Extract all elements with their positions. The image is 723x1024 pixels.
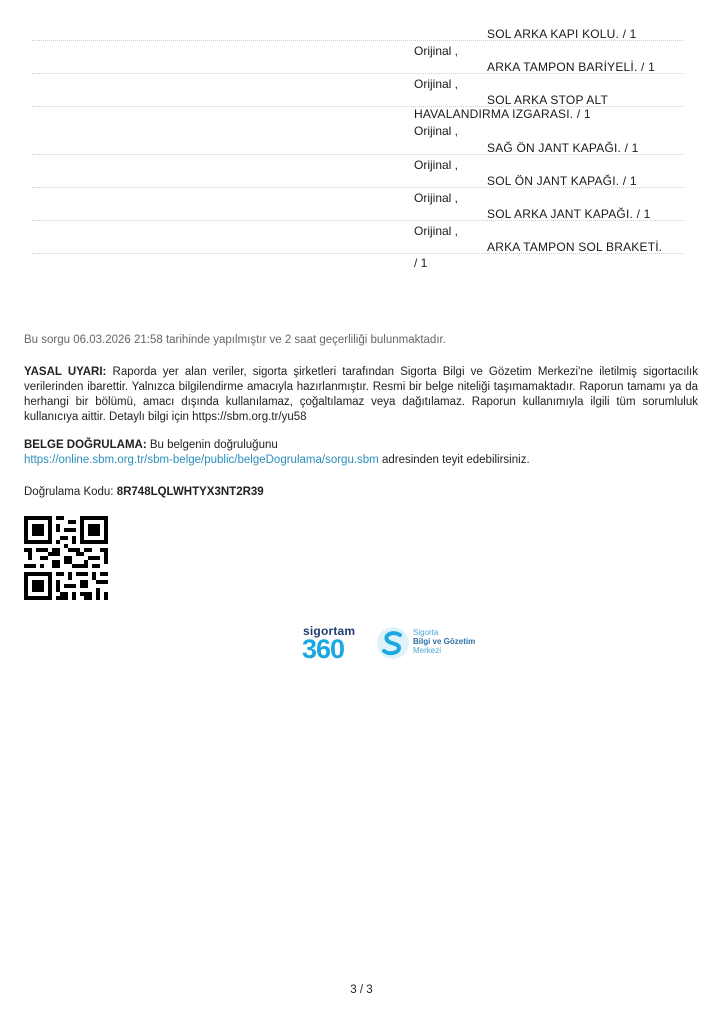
part-name: SOL ARKA KAPI KOLU. / 1 xyxy=(487,27,637,41)
parts-list xyxy=(32,24,692,270)
sbm-line: Sigorta xyxy=(413,628,439,637)
query-info: Bu sorgu 06.03.2026 21:58 tarihinde yapılmıştır ve 2 saat geçerliliği bulunmaktadır. xyxy=(24,334,446,346)
qr-code xyxy=(24,516,108,600)
part-row xyxy=(32,138,692,171)
part-name: ARKA TAMPON BARİYELİ. / 1 xyxy=(487,60,655,74)
verify-link[interactable]: https://online.sbm.org.tr/sbm-belge/public/belgeDogrulama/sorgu.sbm xyxy=(24,454,379,466)
part-name xyxy=(414,93,694,121)
footer-logos xyxy=(300,622,490,668)
part-name-line: SOL ARKA STOP ALT xyxy=(487,93,609,107)
part-row xyxy=(32,171,692,204)
logo-sigortam-text: sigortam xyxy=(303,624,356,638)
sbm-line: Merkezi xyxy=(413,646,442,655)
part-origin: Orijinal , xyxy=(414,77,459,91)
verification-code xyxy=(24,486,264,498)
part-origin: Orijinal , xyxy=(414,124,459,138)
logo-360-text: 360 xyxy=(302,634,345,664)
part-origin: Orijinal , xyxy=(414,158,459,172)
legal-text: Raporda yer alan veriler, sigorta şirketleri tarafından Sigorta Bilgi ve Gözetim Merkezi'ne iletilmiş sigortacılık verilerinden ibarettir. Yalnızca bilgilendirme amacıyla hazırlanmıştır. Resmi bir belge niteliği taşımamaktadır. Raporun tamamı ya da herhangi bir bölümü, amacı dışında kullanılamaz, çoğaltılamaz veya dağıtılamaz. Raporun kullanımıyla ilgili tüm sorumluluk kullanıcıya aittir. Detaylı bilgi için https://sbm.org.tr/yu58 xyxy=(24,366,698,423)
sbm-line: Bilgi ve Gözetim xyxy=(413,637,476,646)
part-row xyxy=(32,204,692,237)
legal-warning xyxy=(24,365,698,425)
document-verification xyxy=(24,438,698,468)
code-label: Doğrulama Kodu: xyxy=(24,486,114,498)
part-row xyxy=(32,90,692,138)
sigortam-360-logo xyxy=(300,622,370,666)
part-name-line: HAVALANDIRMA IZGARASI. / 1 xyxy=(414,107,591,121)
verify-label: BELGE DOĞRULAMA: xyxy=(24,439,147,451)
part-name: SOL ÖN JANT KAPAĞI. / 1 xyxy=(487,174,637,188)
legal-label: YASAL UYARI: xyxy=(24,366,107,378)
verify-suffix: adresinden teyit edebilirsiniz. xyxy=(381,454,530,466)
part-origin: Orijinal , xyxy=(414,191,459,205)
sbm-logo-text xyxy=(413,628,475,655)
part-name: ARKA TAMPON SOL BRAKETİ. xyxy=(487,240,663,254)
verify-text: Bu belgenin doğruluğunu xyxy=(149,439,278,451)
part-row xyxy=(32,57,692,90)
page-number: 3 / 3 xyxy=(350,984,373,996)
part-name: SOL ARKA JANT KAPAĞI. / 1 xyxy=(487,207,651,221)
part-row xyxy=(32,237,692,270)
sbm-s-icon xyxy=(376,626,410,660)
part-name: SAĞ ÖN JANT KAPAĞI. / 1 xyxy=(487,141,639,155)
part-origin: Orijinal , xyxy=(414,44,459,58)
sbm-logo xyxy=(376,624,488,668)
part-row xyxy=(32,24,692,57)
part-quantity: / 1 xyxy=(414,256,428,270)
code-value: 8R748LQLWHTYX3NT2R39 xyxy=(116,486,264,498)
part-origin: Orijinal , xyxy=(414,224,459,238)
